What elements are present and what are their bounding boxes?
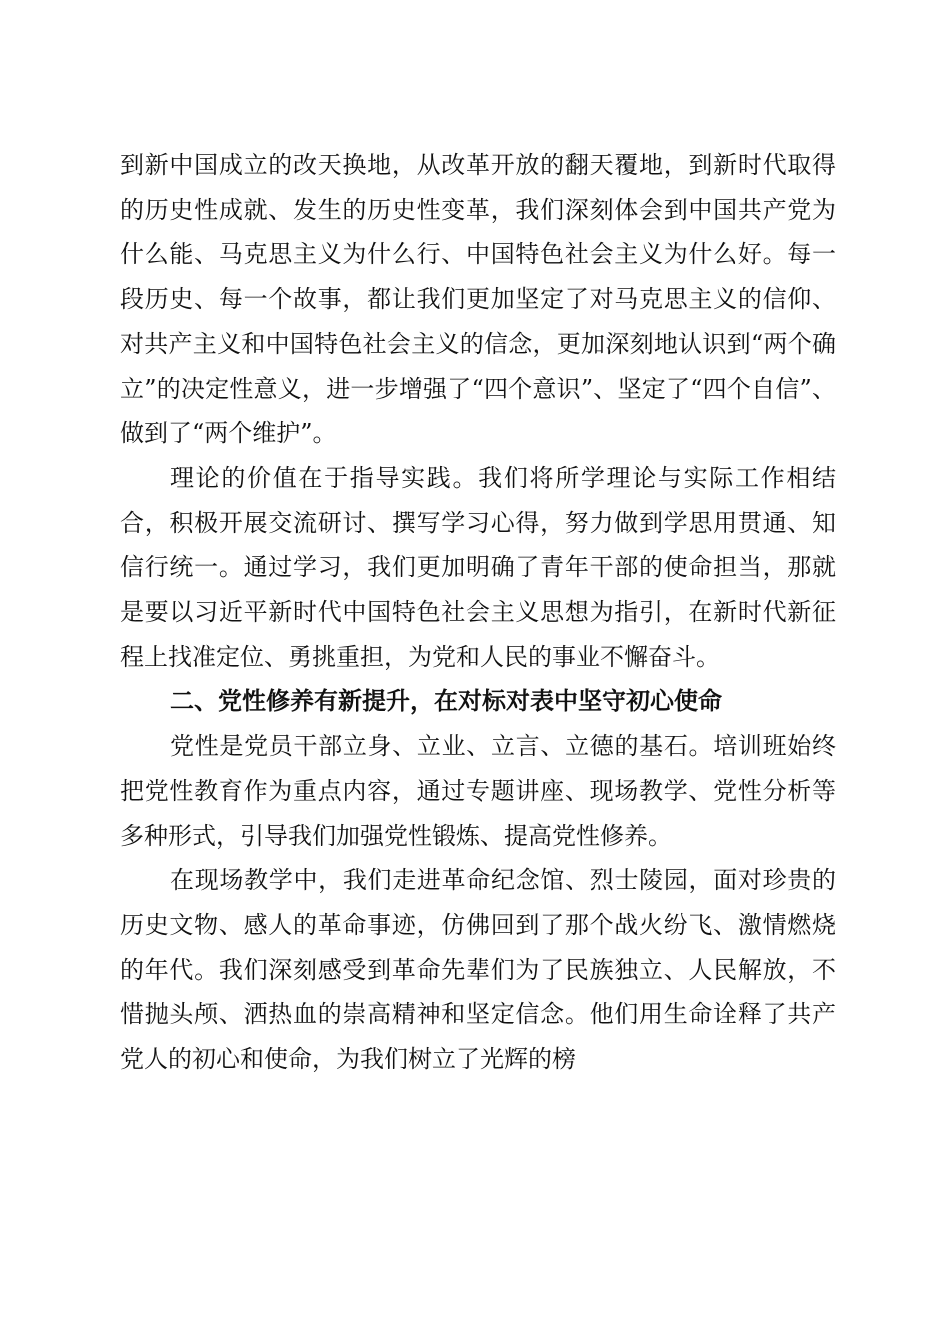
- section-heading-2: 二、党性修养有新提升，在对标对表中坚守初心使命: [170, 687, 722, 716]
- paragraph-field-teaching: 在现场教学中，我们走进革命纪念馆、烈士陵园，面对珍贵的历史文物、感人的革命事迹，仿佛回到了那个战火纷飞、激情燃烧的年代。我们深刻感受到革命先辈们为了民族独立、人民解放，不惜抛头颅、洒热血的崇高精神和坚定信念。他们用生命诠释了共产党人的初心和使命，为我们树立了光辉的榜: [120, 866, 836, 1074]
- document-body: [120, 143, 836, 1082]
- paragraph-party-spirit: 党性是党员干部立身、立业、立言、立德的基石。培训班始终把党性教育作为重点内容，通过专题讲座、现场教学、党性分析等多种形式，引导我们加强党性锻炼、提高党性修养。: [120, 732, 836, 850]
- paragraph-continuation: 到新中国成立的改天换地，从改革开放的翻天覆地，到新时代取得的历史性成就、发生的历史性变革，我们深刻体会到中国共产党为什么能、马克思主义为什么行、中国特色社会主义为什么好。每一段历史、每一个故事，都让我们更加坚定了对马克思主义的信仰、对共产主义和中国特色社会主义的信念，更加深刻地认识到“两个确立”的决定性意义，进一步增强了“四个意识”、坚定了“四个自信”、做到了“两个维护”。: [120, 151, 836, 448]
- paragraph-theory-practice: 理论的价值在于指导实践。我们将所学理论与实际工作相结合，积极开展交流研讨、撰写学习心得，努力做到学思用贯通、知信行统一。通过学习，我们更加明确了青年干部的使命担当，那就是要以习近平新时代中国特色社会主义思想为指引，在新时代新征程上找准定位、勇挑重担，为党和人民的事业不懈奋斗。: [120, 463, 836, 671]
